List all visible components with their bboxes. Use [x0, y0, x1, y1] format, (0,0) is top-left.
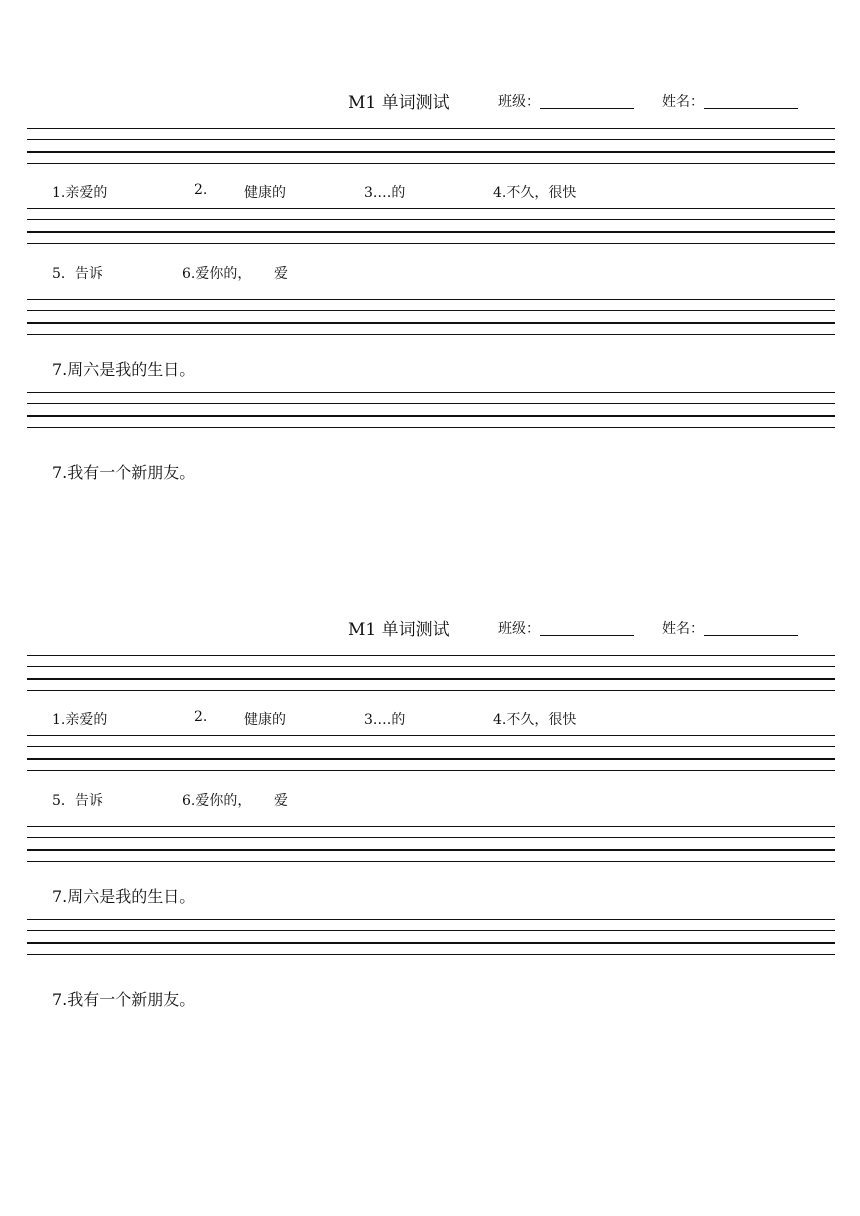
word-prompt: 爱 — [274, 266, 288, 282]
sheet-header — [0, 615, 860, 641]
name-label: 姓名： — [662, 621, 704, 637]
word-prompt: 健康的 — [244, 185, 286, 201]
quiz-title: M1 单词测试 — [348, 93, 450, 113]
name-blank[interactable] — [704, 94, 798, 109]
word-prompt: 1.亲爱的 — [52, 185, 108, 201]
writing-lines[interactable] — [27, 208, 835, 246]
quiz-sheet-1 — [0, 0, 860, 530]
class-field — [498, 618, 634, 638]
sentence-prompt: 7.我有一个新朋友。 — [52, 990, 196, 1009]
name-field — [662, 618, 798, 638]
word-prompt: 2. — [194, 709, 208, 725]
class-blank[interactable] — [540, 94, 634, 109]
name-blank[interactable] — [704, 621, 798, 636]
sentence-prompt: 7.周六是我的生日。 — [52, 887, 196, 906]
word-prompt: 5．告诉 — [52, 266, 103, 282]
word-prompt: 1.亲爱的 — [52, 712, 108, 728]
sentence-prompt: 7.周六是我的生日。 — [52, 360, 196, 379]
sentence-prompt: 7.我有一个新朋友。 — [52, 463, 196, 482]
word-prompt: 2. — [194, 182, 208, 198]
word-prompt: 3.…的 — [364, 712, 406, 728]
word-prompt: 5．告诉 — [52, 793, 103, 809]
writing-lines[interactable] — [27, 735, 835, 773]
word-prompt: 6.爱你的， — [182, 793, 252, 809]
writing-lines[interactable] — [27, 826, 835, 864]
word-prompt: 4.不久，很快 — [493, 712, 577, 728]
writing-lines[interactable] — [27, 919, 835, 957]
word-prompt: 4.不久，很快 — [493, 185, 577, 201]
writing-lines[interactable] — [27, 655, 835, 693]
class-blank[interactable] — [540, 621, 634, 636]
word-prompt: 爱 — [274, 793, 288, 809]
name-label: 姓名： — [662, 94, 704, 110]
writing-lines[interactable] — [27, 299, 835, 337]
class-label: 班级： — [498, 94, 540, 110]
quiz-title: M1 单词测试 — [348, 620, 450, 640]
writing-lines[interactable] — [27, 128, 835, 166]
sheet-header — [0, 88, 860, 114]
word-prompt: 6.爱你的， — [182, 266, 252, 282]
word-prompt: 3.…的 — [364, 185, 406, 201]
quiz-sheet-2 — [0, 527, 860, 1057]
word-prompt: 健康的 — [244, 712, 286, 728]
writing-lines[interactable] — [27, 392, 835, 430]
class-field — [498, 91, 634, 111]
name-field — [662, 91, 798, 111]
class-label: 班级： — [498, 621, 540, 637]
